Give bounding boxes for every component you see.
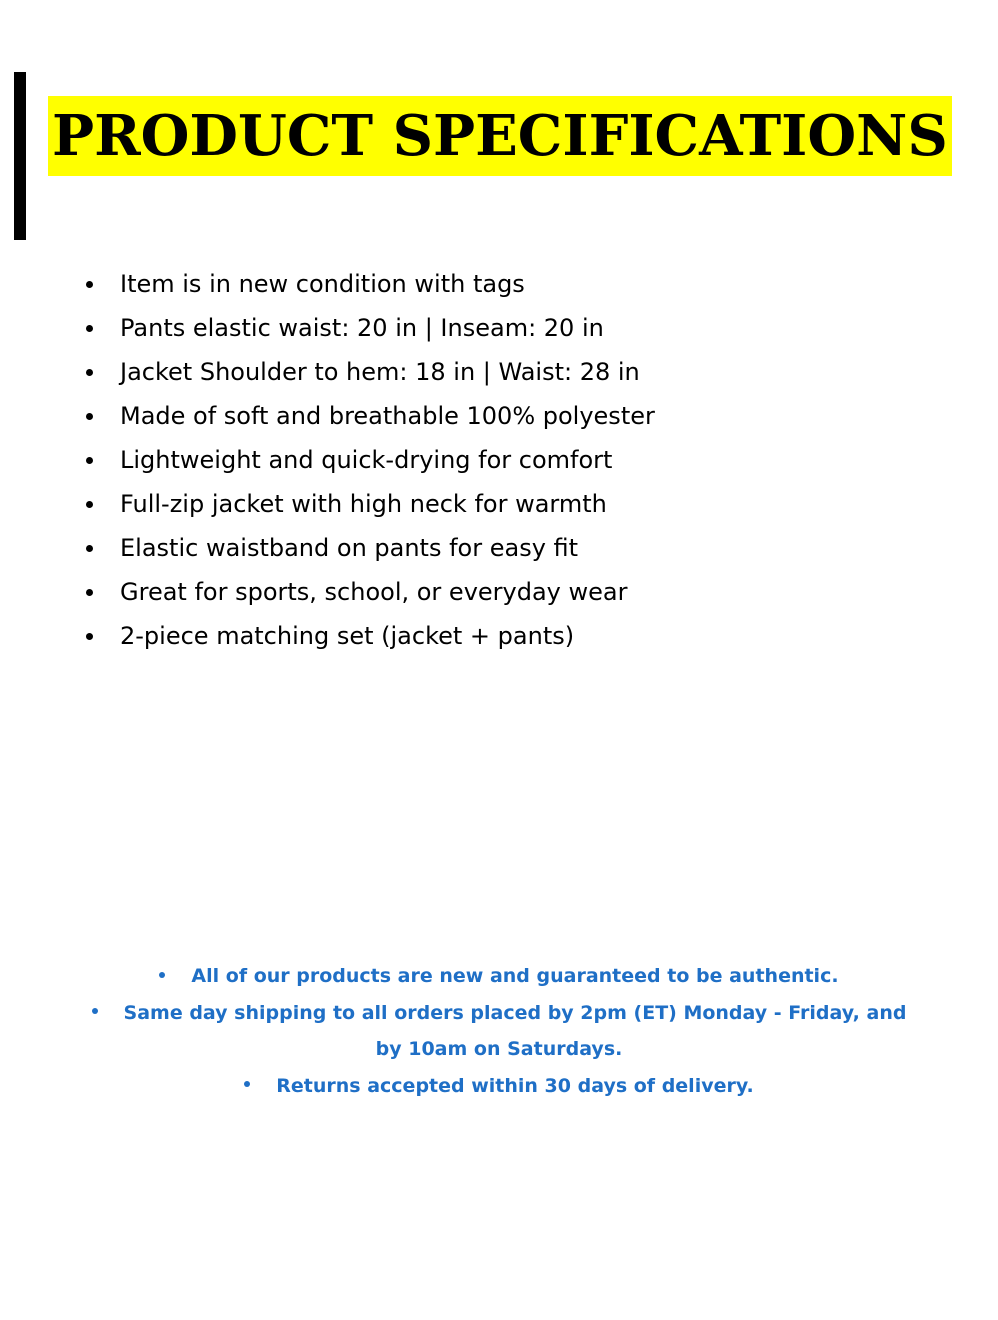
spec-text: Made of soft and breathable 100% polyester (120, 402, 655, 430)
bullet-icon (86, 369, 93, 376)
list-item (80, 350, 655, 394)
list-item (80, 614, 655, 658)
bullet-icon (86, 281, 93, 288)
bullet-icon (92, 1008, 98, 1014)
list-item (80, 394, 655, 438)
spec-text: Elastic waistband on pants for easy fit (120, 534, 579, 562)
spec-text: Pants elastic waist: 20 in | Inseam: 20 in (120, 314, 604, 342)
notice-authentic (70, 958, 928, 995)
spec-text: Item is in new condition with tags (120, 270, 525, 298)
bullet-icon (86, 633, 93, 640)
bullet-icon (159, 972, 165, 978)
page-title: PRODUCT SPECIFICATIONS (52, 103, 948, 169)
notice-shipping (70, 995, 928, 1032)
spec-text: Full-zip jacket with high neck for warmth (120, 490, 607, 518)
left-accent-bar (14, 72, 26, 240)
notice-returns (70, 1068, 928, 1105)
notice-returns-text: Returns accepted within 30 days of delivery. (276, 1074, 754, 1097)
list-item (80, 438, 655, 482)
bullet-icon (86, 457, 93, 464)
list-item (80, 526, 655, 570)
notice-authentic-text: All of our products are new and guaranteed to be authentic. (191, 965, 839, 987)
notice-shipping-continued (70, 1031, 928, 1068)
bullet-icon (86, 545, 93, 552)
list-item (80, 570, 655, 614)
bullet-icon (244, 1081, 250, 1087)
spec-text: Lightweight and quick-drying for comfort (120, 446, 613, 474)
store-notice (70, 958, 928, 1104)
list-item (80, 262, 655, 306)
notice-shipping-text: Same day shipping to all orders placed by 2pm (ET) Monday - Friday, and (123, 1001, 907, 1024)
title-highlight (48, 96, 952, 176)
spec-text: Jacket Shoulder to hem: 18 in | Waist: 28 in (120, 358, 640, 386)
bullet-icon (86, 589, 93, 596)
bullet-icon (86, 501, 93, 508)
bullet-icon (86, 413, 93, 420)
spec-text: Great for sports, school, or everyday wear (120, 578, 628, 606)
list-item (80, 306, 655, 350)
specifications-list (80, 262, 655, 658)
bullet-icon (86, 325, 93, 332)
spec-text: 2-piece matching set (jacket + pants) (120, 622, 575, 650)
notice-shipping-text-2: by 10am on Saturdays. (375, 1038, 623, 1060)
list-item (80, 482, 655, 526)
